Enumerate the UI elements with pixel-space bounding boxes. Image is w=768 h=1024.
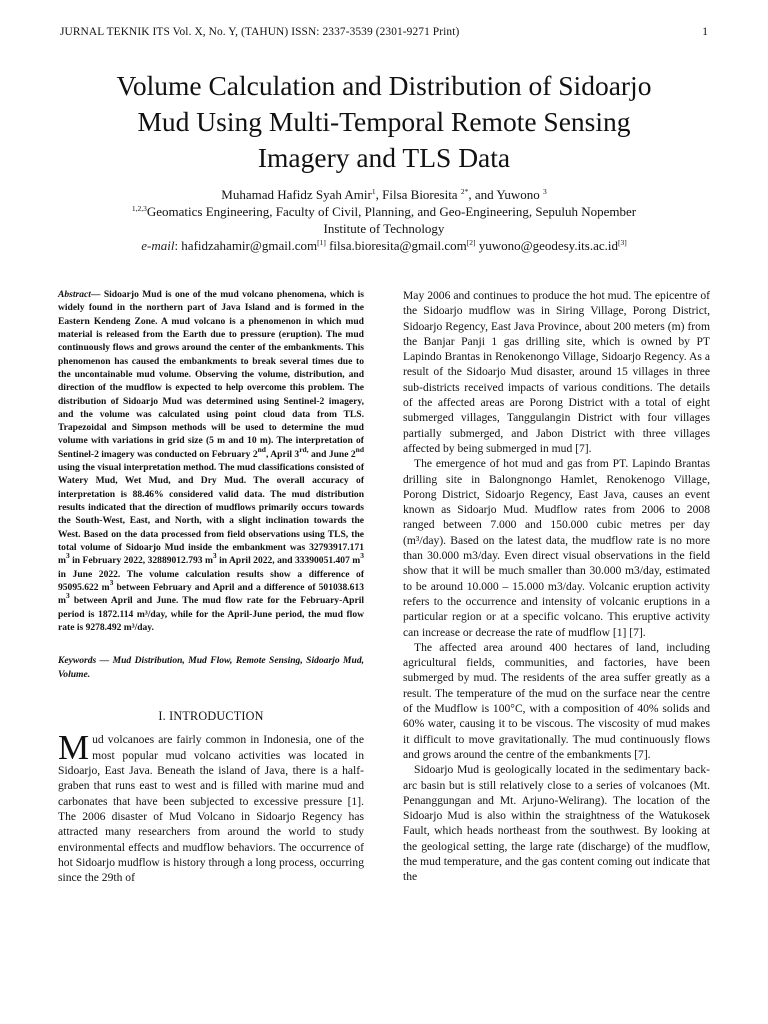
author-3-sup: 3 — [542, 187, 547, 196]
abstract-text-6: in April 2022, and 33390051.407 m — [216, 555, 361, 567]
author-2-sup: 2* — [460, 187, 469, 196]
email-2-sup: [2] — [466, 238, 476, 247]
intro-paragraph-5: Sidoarjo Mud is geologically located in the sedimentary back-arc basin but is still relatively close to a series of volcanoes (Mt. Penanggungan and Mt. Arjuno-Welirang). The location of the Sidoarjo Mud is also within the straightness of the Watukosek Fault, which heads northeast from the southwest. By looking at the geological setting, the large rate (discharge) of the mudflow, the mud temperature, and the gas content coming out indicate that the — [403, 763, 710, 884]
title-line-3: Imagery and TLS Data — [257, 142, 511, 173]
abstract-sup-3-4: 3 — [109, 577, 114, 587]
drop-cap: M — [58, 728, 90, 768]
abstract-sup-nd-1: nd — [257, 444, 266, 454]
running-header — [60, 26, 708, 38]
title-line-2: Mud Using Multi-Temporal Remote Sensing — [137, 106, 631, 137]
abstract-sup-3-5: 3 — [65, 591, 70, 601]
intro-paragraph-4: The affected area around 400 hectares of land, including agricultural fields, communities, and factories, have been submerged by mud. The residents of the area suffer greatly as a result. The temperature of the mud on the surface near the centre of the Mudflow is 100°C, with a composition of 40% solids and 60% water, causing it to be viscous. The viscosity of mud makes it difficult to move gravitationally. The mud continuously flows and grows around the centre of the embankments [7]. — [403, 640, 710, 761]
affiliation-text-1: Geomatics Engineering, Faculty of Civil, Planning, and Geo-Engineering, Sepuluh Nopember — [146, 204, 637, 219]
author-1: Muhamad Hafidz Syah Amir — [221, 187, 372, 202]
affiliation-sup: 1,2,3 — [131, 204, 147, 213]
intro-paragraph-3: The emergence of hot mud and gas from PT. Lapindo Brantas drilling site in Balongnongo Hamlet, Renokenogo Village, Porong District, Sidoarjo Regency, East Java, causes an event known as Sidoarjo Mud. Mudflow rates from 2006 to 2008 ranged between 7.000 and 150.000 cubic metres per day (m³/day). Based on the latest data, the mudflow rate is no more than 30.000 m3/day. Even direct visual observations in the field show that it will be much smaller than 30.000 m3/day, estimated to be around 10.000 – 15.000 m3/day. Volcanic eruption activity refers to the occurrence and intensity of volcanic eruptions in a particular region or at a specific volcano. This eruptive activity can increase or decrease the rate of mudflow [1] [7]. — [403, 457, 710, 639]
abstract — [58, 288, 364, 634]
intro-paragraph-1 — [58, 728, 364, 885]
abstract-text-5: in February 2022, 32889012.793 m — [69, 555, 213, 567]
email-3[interactable]: yuwono@geodesy.its.ac.id — [475, 238, 619, 253]
author-2: , Filsa Bioresita — [375, 187, 461, 202]
abstract-text-9: between April and June. The mud flow rate for the February-April period is 1872.114 m³/day, while for the April-June period, the mud flow rate is 9278.492 m³/day. — [58, 595, 364, 633]
abstract-sup-nd-2: nd — [355, 444, 364, 454]
abstract-sup-3-1: 3 — [65, 551, 70, 561]
abstract-text-8: between February and April and a difference of 501038.613 m — [58, 581, 364, 607]
abstract-text-3: and June 2 — [308, 448, 356, 460]
email-3-sup: [3] — [618, 238, 627, 247]
affiliation-line-2: Institute of Technology — [323, 221, 445, 236]
right-column — [403, 288, 710, 885]
abstract-sup-rd: rd, — [299, 444, 309, 454]
email-1[interactable]: : hafidzahamir@gmail.com — [174, 238, 318, 253]
page-number: 1 — [702, 26, 708, 38]
author-1-sup: 1 — [371, 187, 376, 196]
left-column — [58, 288, 364, 885]
abstract-text-7: in June 2022. The volume calculation results show a difference of 95095.622 m — [58, 568, 364, 593]
intro-paragraph-1-text: ud volcanoes are fairly common in Indonesia, one of the most popular mud volcano activities was located in Sidoarjo, East Java. Beneath the island of Java, there is a half-graben that runs east to west and is filled with marine mud and carbonates that have been subjected to excessive pressure [1]. The 2006 disaster of Mud Volcano in Sidoarjo Regency has attracted many researchers from around the world to study environmental effects and mudflow behaviors. The occurrence of hot Sidoarjo mudflow is history through a long process, occurring since the 29th of — [58, 733, 364, 885]
author-names — [60, 186, 708, 203]
email-line — [60, 237, 708, 254]
abstract-text-2: , April 3 — [265, 448, 300, 460]
author-block — [60, 186, 708, 254]
email-label: e-mail — [141, 238, 175, 253]
section-heading-introduction: I. INTRODUCTION — [158, 709, 264, 724]
author-3: , and Yuwono — [468, 187, 543, 202]
abstract-label: Abstract — [58, 289, 91, 300]
abstract-sup-3-3: 3 — [360, 551, 364, 561]
abstract-text-4: using the visual interpretation method. The mud classifications consisted of Watery Mud, Wet Mud, and Dry Mud. The overall accuracy of interpretation is 88.46% considered valid data. The mud distribution results indicated that the direction of mudflows primarily occurs towards the South-West, East, and North, with a slight inclination towards the West. Based on the data processed from field observations using TLS, the total volume of Sidoarjo Mud inside the embankment was 32793917.171 m — [58, 462, 364, 567]
email-1-sup: [1] — [317, 238, 326, 247]
title-line-1: Volume Calculation and Distribution of Sidoarjo — [116, 70, 652, 101]
intro-paragraph-2: May 2006 and continues to produce the hot mud. The epicentre of the Sidoarjo mudflow was in Siring Village, Porong District, Sidoarjo Regency, East Java Province, about 200 meters (m) from the Banjar Panji 1 gas drilling site, which is owned by PT Lapindo Brantas in Renokenongo Village, Sidoarjo Regency. As a result of the Sidoarjo Mud disaster, around 15 villages in three sub-districts received impacts of various conditions. The details of the affected areas are Porong District with a total of eight submerged villages, Tanggulangin District with four villages partially submerged, and Jabon District with three villages affected by being submerged in mud [7]. — [403, 289, 710, 455]
abstract-text-1: — Sidoarjo Mud is one of the mud volcano phenomena, which is widely found in the northern part of Java Island and is formed in the Eastern Kendeng Zone. A mud volcano is a phenomenon in which mud material is released from the Earth due to pressure (eruption). The mud continuously flows and grows around the center of the embankments. This phenomenon has caused the embankments to break several times due to the uncontainable mud volume. Observing the volume, distribution, and direction of the mudflow is expected to help overcome this problem. The distribution of Sidoarjo Mud was determined using Sentinel-2 imagery, and the volume was calculated using point cloud data from TLS. Trapezoidal and Simpson methods will be used to determine the mud volume with variations in grid size (5 m and 10 m). The interpretation of Sentinel-2 imagery was conducted on February 2 — [58, 289, 364, 460]
email-2[interactable]: filsa.bioresita@gmail.com — [325, 238, 467, 253]
paper-title — [60, 68, 708, 176]
keywords: Keywords — Mud Distribution, Mud Flow, Remote Sensing, Sidoarjo Mud, Volume. — [58, 655, 364, 681]
journal-header: JURNAL TEKNIK ITS Vol. X, No. Y, (TAHUN) ISSN: 2337-3539 (2301-9271 Print) — [60, 26, 460, 38]
affiliation-line-1 — [60, 203, 708, 220]
abstract-sup-3-2: 3 — [212, 551, 217, 561]
